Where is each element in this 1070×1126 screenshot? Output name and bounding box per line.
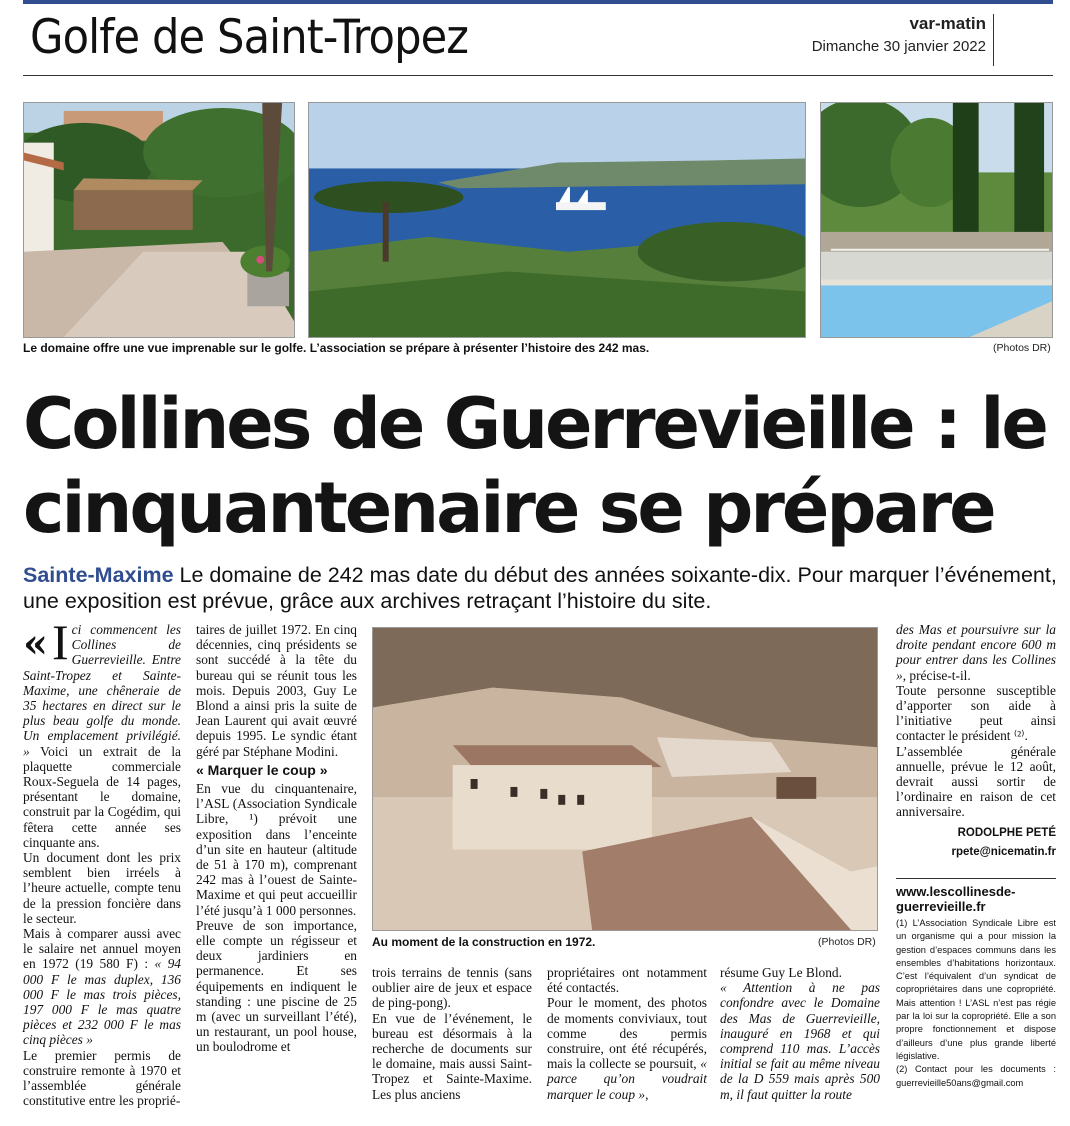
body-paragraph: taires de juillet 1972. En cinq décennies, cinq présidents se sont succédé à la tête du bureau qui se réunit tous les mois. Depuis 2003, Guy Le Blond a ainsi pris la suite de Jean Laurent qui avait œuvré depuis 1995. Le syndic étant géré par Stéphane Modini. bbox=[196, 622, 357, 759]
photo-caption: Le domaine offre une vue imprenable sur le golfe. L’association se prépare à présenter l’histoire des 242 mas. bbox=[23, 341, 650, 355]
body-text: Mais à comparer aussi avec le salaire net annuel moyen en 1972 (19 580 F) : bbox=[23, 926, 181, 972]
article-column-6 bbox=[896, 622, 1056, 860]
photo-pool bbox=[820, 102, 1053, 338]
dateline-place: Sainte-Maxime bbox=[23, 563, 174, 587]
footnote-2: (2) Contact pour les documents : guerrevieille50ans@gmail.com bbox=[896, 1064, 1056, 1088]
body-text: Voici un extrait de la plaquette commerciale Roux-Seguela de 14 pages, présentant le domaine, construit par la Cogédim, qui fêtera cette année ses cinquante ans. bbox=[23, 743, 181, 850]
body-paragraph: Un document dont les prix semblent bien irréels à l’heure actuelle, compte tenu de la pression foncière dans le secteur. bbox=[23, 850, 181, 926]
brand-name: var-matin bbox=[909, 14, 986, 33]
intertitle: « Marquer le coup » bbox=[196, 761, 328, 778]
construction-credit: (Photos DR) bbox=[818, 936, 876, 948]
body-paragraph: Le premier permis de construire remonte à 1970 et l’assemblée générale constitutive entre les proprié- bbox=[23, 1047, 181, 1109]
article-column-1 bbox=[23, 614, 181, 1109]
body-text: Pour le moment, des photos de moments conviviaux, tout comme des permis construire, ont été récupérés, mais la collecte se poursuit, bbox=[547, 995, 707, 1072]
body-paragraph: trois terrains de tennis (sans oublier aire de jeux et espace de ping-pong). bbox=[372, 965, 532, 1011]
photo-terrace bbox=[23, 102, 295, 338]
article-column-5 bbox=[720, 965, 880, 1102]
article-column-3 bbox=[372, 965, 532, 1102]
notes-rule bbox=[896, 878, 1056, 879]
article-column-2 bbox=[196, 622, 357, 1055]
quote-paragraph: « Attention à ne pas confondre avec le Domaine des Mas de Guerrevieille, inauguré en 1968 et qui comprend 110 mas. L’accès initial se fait au même niveau de la D 559 mais après 500 m, il faut quitter la route bbox=[720, 980, 880, 1102]
opening-quote-mark: « bbox=[23, 620, 48, 667]
photo-credit: (Photos DR) bbox=[993, 342, 1051, 354]
top-color-bar bbox=[23, 0, 1053, 4]
body-paragraph: En vue du cinquantenaire, l’ASL (Association Syndicale Libre, ¹) prévoit une exposition dans l’enceinte d’un site en hauteur (altitude de 51 à 170 m), comprenant 242 mas à l’ouest de Sainte-Maxime et qui peut accueillir l’été jusqu’à 1 000 personnes. bbox=[196, 781, 357, 918]
photo-gulf-view bbox=[308, 102, 806, 338]
issue-date: Dimanche 30 janvier 2022 bbox=[811, 38, 986, 55]
quote-text: des Mas et poursuivre sur la droite pendant encore 600 m pour entrer dans les Collines » bbox=[896, 622, 1056, 683]
footnotes-box bbox=[896, 884, 1056, 1090]
article-column-4: propriétaires ont notamment été contactés. Pour le moment, des photos de moments conviviaux, tout comme des permis construire, ont été récupérés, mais la collecte se poursuit, « parce qu’on voudrait marquer le coup », bbox=[547, 965, 707, 1102]
photo-construction-1972 bbox=[372, 627, 878, 931]
drop-cap: I bbox=[52, 614, 69, 670]
body-paragraph: Preuve de son importance, elle compte un régisseur et deux jardiniers en permanence. Et ses équipements en indiquent le standing : une piscine de 25 m (avec un surveillant l’été), un restaurant, un pool house, un boulodrome et bbox=[196, 917, 357, 1055]
website-link[interactable]: www.lescollinesde-guerrevieille.fr bbox=[896, 884, 1016, 914]
masthead bbox=[812, 14, 986, 55]
price-quote: « 94 000 F le mas duplex, 136 000 F le mas trois pièces, 197 000 F le mas quatre pièces et 232 000 F le mas cinq pièces » bbox=[23, 956, 181, 1048]
body-text: , précise-t-il. bbox=[902, 667, 971, 683]
quote-text: ci commencent les Collines de Guerrevieille. Entre Saint-Tropez et Sainte-Maxime, une chêneraie de 35 hectares en direct sur le plus beau golfe du monde. Un emplacement privilégié. » bbox=[23, 622, 181, 759]
body-paragraph: L’assemblée générale annuelle, prévue le 12 août, devrait aussi sortir de l’ordinaire en raison de cet anniversaire. bbox=[896, 743, 1056, 820]
body-paragraph: résume Guy Le Blond. bbox=[720, 965, 842, 980]
author-signature: RODOLPHE PETÉ bbox=[957, 826, 1056, 839]
header-divider bbox=[993, 14, 994, 66]
footnote-1: (1) L’Association Syndicale Libre est un organisme qui a pour mission la gestion d’espaces communs dans les ensembles d’habitations horizontaux. C’est l’équivalent d’un syndicat de copropriétaires dans une copropriété. Mais attention ! L’ASL n’est pas régie par la loi sur la copropriété. Elle a son propre fonctionnement et dispose d’ailleurs d’une plus grande liberté législative. bbox=[896, 918, 1056, 1061]
body-paragraph: propriétaires ont notamment été contactés. bbox=[547, 965, 707, 996]
body-paragraph: Toute personne susceptible d’apporter son aide à l’initiative peut ainsi contacter le président ⁽²⁾. bbox=[896, 682, 1056, 744]
construction-caption: Au moment de la construction en 1972. bbox=[372, 935, 596, 949]
lead-text: Le domaine de 242 mas date du début des années soixante-dix. Pour marquer l’événement, une exposition est prévue, grâce aux archives retraçant l’histoire du site. bbox=[23, 563, 1057, 613]
author-email: rpete@nicematin.fr bbox=[951, 845, 1056, 858]
section-title: Golfe de Saint-Tropez bbox=[30, 10, 469, 65]
headline: Collines de Guerrevieille : le cinquantenaire se prépare bbox=[23, 383, 1046, 549]
body-paragraph: En vue de l’événement, le bureau est désormais à la recherche de documents sur le domaine, mais aussi Saint-Tropez et Sainte-Maxime. Les plus anciens bbox=[372, 1010, 532, 1102]
lead-paragraph bbox=[23, 562, 1058, 614]
header-rule bbox=[23, 75, 1053, 76]
quote-text: « parce qu’on voudrait marquer le coup » bbox=[547, 1056, 707, 1102]
